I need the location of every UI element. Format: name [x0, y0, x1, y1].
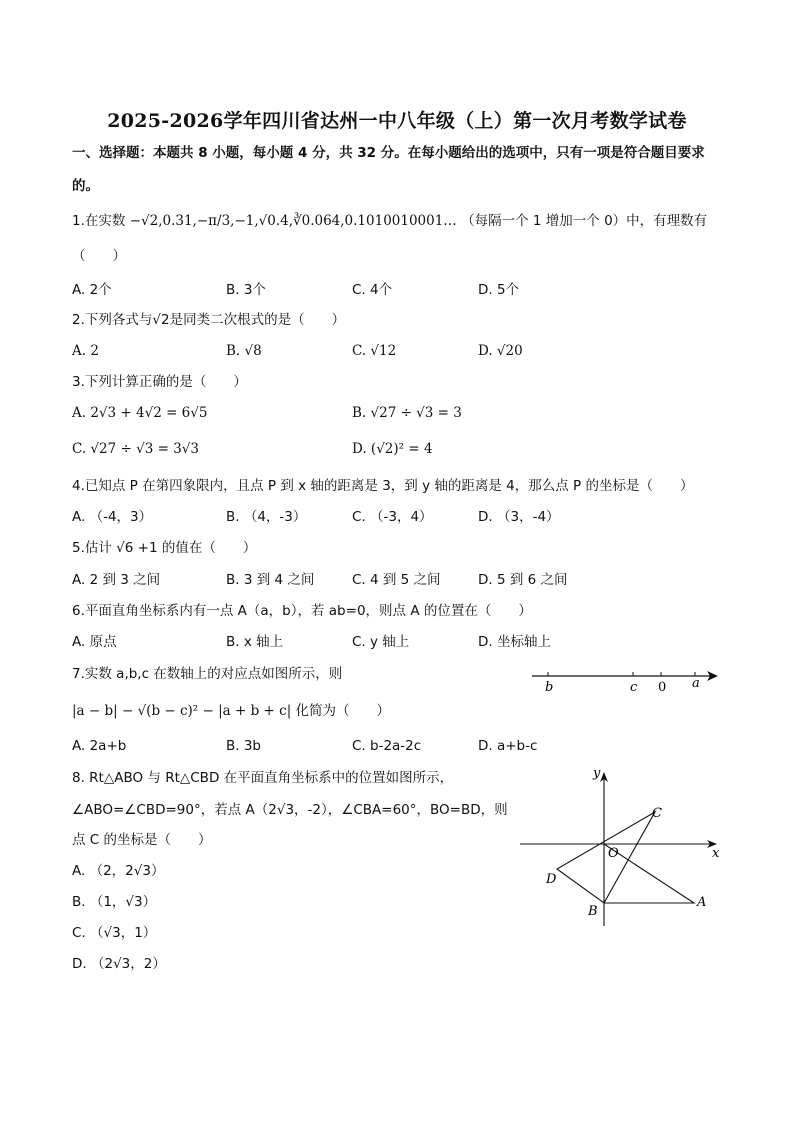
number-line-figure: [528, 664, 728, 698]
q5-option-b[interactable]: B. 3 到 4 之间: [226, 572, 315, 588]
q2-option-a[interactable]: A. 2: [72, 343, 99, 359]
q3-option-a[interactable]: A. 2√3 + 4√2 = 6√5: [72, 405, 208, 421]
label-d: D: [546, 872, 557, 887]
q6-option-c[interactable]: C. y 轴上: [352, 634, 410, 650]
q8-option-d[interactable]: D. （2√3，2）: [72, 956, 166, 972]
q2-option-b[interactable]: B. √8: [226, 343, 262, 359]
q4-option-c[interactable]: C. （-3，4）: [352, 509, 433, 525]
question-4-stem: 4.已知点 P 在第四象限内，且点 P 到 x 轴的距离是 3，到 y 轴的距离是 4，那么点 P 的坐标是（ ）: [72, 478, 694, 494]
section-heading-line-2: 的。: [72, 178, 99, 194]
q2-option-d[interactable]: D. √20: [478, 343, 523, 359]
q7-option-d[interactable]: D. a+b-c: [478, 738, 538, 754]
question-7-expression: |a − b| − √(b − c)² − |a + b + c| 化简为（ ）: [72, 703, 391, 719]
label-a: a: [692, 676, 700, 691]
q2-option-c[interactable]: C. √12: [352, 343, 397, 359]
question-6-stem: 6.平面直角坐标系内有一点 A（a，b），若 ab=0，则点 A 的位置在（ ）: [72, 603, 532, 619]
q5-option-c[interactable]: C. 4 到 5 之间: [352, 572, 441, 588]
question-1-paren: （ ）: [72, 248, 126, 264]
q3-option-d[interactable]: D. (√2)² = 4: [352, 441, 433, 457]
label-b: b: [545, 680, 554, 695]
question-1-stem: [72, 211, 707, 231]
label-a: A: [697, 895, 707, 910]
question-2-stem: 2.下列各式与√2是同类二次根式的是（ ）: [72, 312, 346, 328]
coordinate-figure: [515, 764, 725, 932]
section-heading-line-1: 一、选择题：本题共 8 小题，每小题 4 分，共 32 分。在每小题给出的选项中，只有一项是符合题目要求: [72, 145, 705, 161]
q5-option-a[interactable]: A. 2 到 3 之间: [72, 572, 161, 588]
page-title: 2025-2026学年四川省达州一中八年级（上）第一次月考数学试卷: [107, 110, 687, 132]
label-c: c: [630, 680, 638, 695]
q4-option-d[interactable]: D. （3，-4）: [478, 509, 560, 525]
question-5-stem: 5.估计 √6 +1 的值在（ ）: [72, 540, 257, 556]
q1-option-c[interactable]: C. 4个: [352, 282, 393, 298]
question-8-line-1: 8. Rt△ABO 与 Rt△CBD 在平面直角坐标系中的位置如图所示，: [72, 770, 454, 786]
q8-option-b[interactable]: B. （1，√3）: [72, 894, 157, 910]
label-b: B: [588, 904, 598, 919]
q6-option-b[interactable]: B. x 轴上: [226, 634, 284, 650]
q3-option-b[interactable]: B. √27 ÷ √3 = 3: [352, 405, 462, 421]
q5-option-d[interactable]: D. 5 到 6 之间: [478, 572, 568, 588]
q8-option-a[interactable]: A. （2，2√3）: [72, 863, 165, 879]
question-8-line-3: 点 C 的坐标是（ ）: [72, 832, 212, 848]
question-8-line-2: ∠ABO=∠CBD=90°，若点 A（2√3，-2），∠CBA=60°，BO=BD，则: [72, 802, 508, 818]
question-1-suffix: （每隔一个 1 增加一个 0）中，有理数有: [461, 213, 708, 229]
q6-option-d[interactable]: D. 坐标轴上: [478, 634, 551, 650]
label-x: x: [712, 846, 720, 861]
q1-option-d[interactable]: D. 5个: [478, 282, 520, 298]
q7-option-c[interactable]: C. b-2a-2c: [352, 738, 422, 754]
label-c: C: [652, 806, 662, 821]
label-o: O: [608, 846, 619, 861]
q1-option-b[interactable]: B. 3个: [226, 282, 266, 298]
q4-option-a[interactable]: A. （-4，3）: [72, 509, 153, 525]
label-y: y: [593, 766, 601, 781]
question-1-prefix: 1.在实数: [72, 213, 126, 229]
label-zero: 0: [658, 680, 667, 695]
q7-option-b[interactable]: B. 3b: [226, 738, 262, 754]
question-3-stem: 3.下列计算正确的是（ ）: [72, 374, 247, 390]
triangle-cbd: [557, 812, 655, 903]
q6-option-a[interactable]: A. 原点: [72, 634, 117, 650]
q7-option-a[interactable]: A. 2a+b: [72, 738, 127, 754]
question-1-numbers: −√2,0.31,−π/3,−1,√0.4,∛0.064,0.1010010001…: [129, 213, 457, 229]
question-7-stem: 7.实数 a,b,c 在数轴上的对应点如图所示，则: [72, 666, 343, 682]
q1-option-a[interactable]: A. 2个: [72, 282, 112, 298]
q4-option-b[interactable]: B. （4，-3）: [226, 509, 307, 525]
q8-option-c[interactable]: C. （√3，1）: [72, 925, 157, 941]
q3-option-c[interactable]: C. √27 ÷ √3 = 3√3: [72, 441, 199, 457]
